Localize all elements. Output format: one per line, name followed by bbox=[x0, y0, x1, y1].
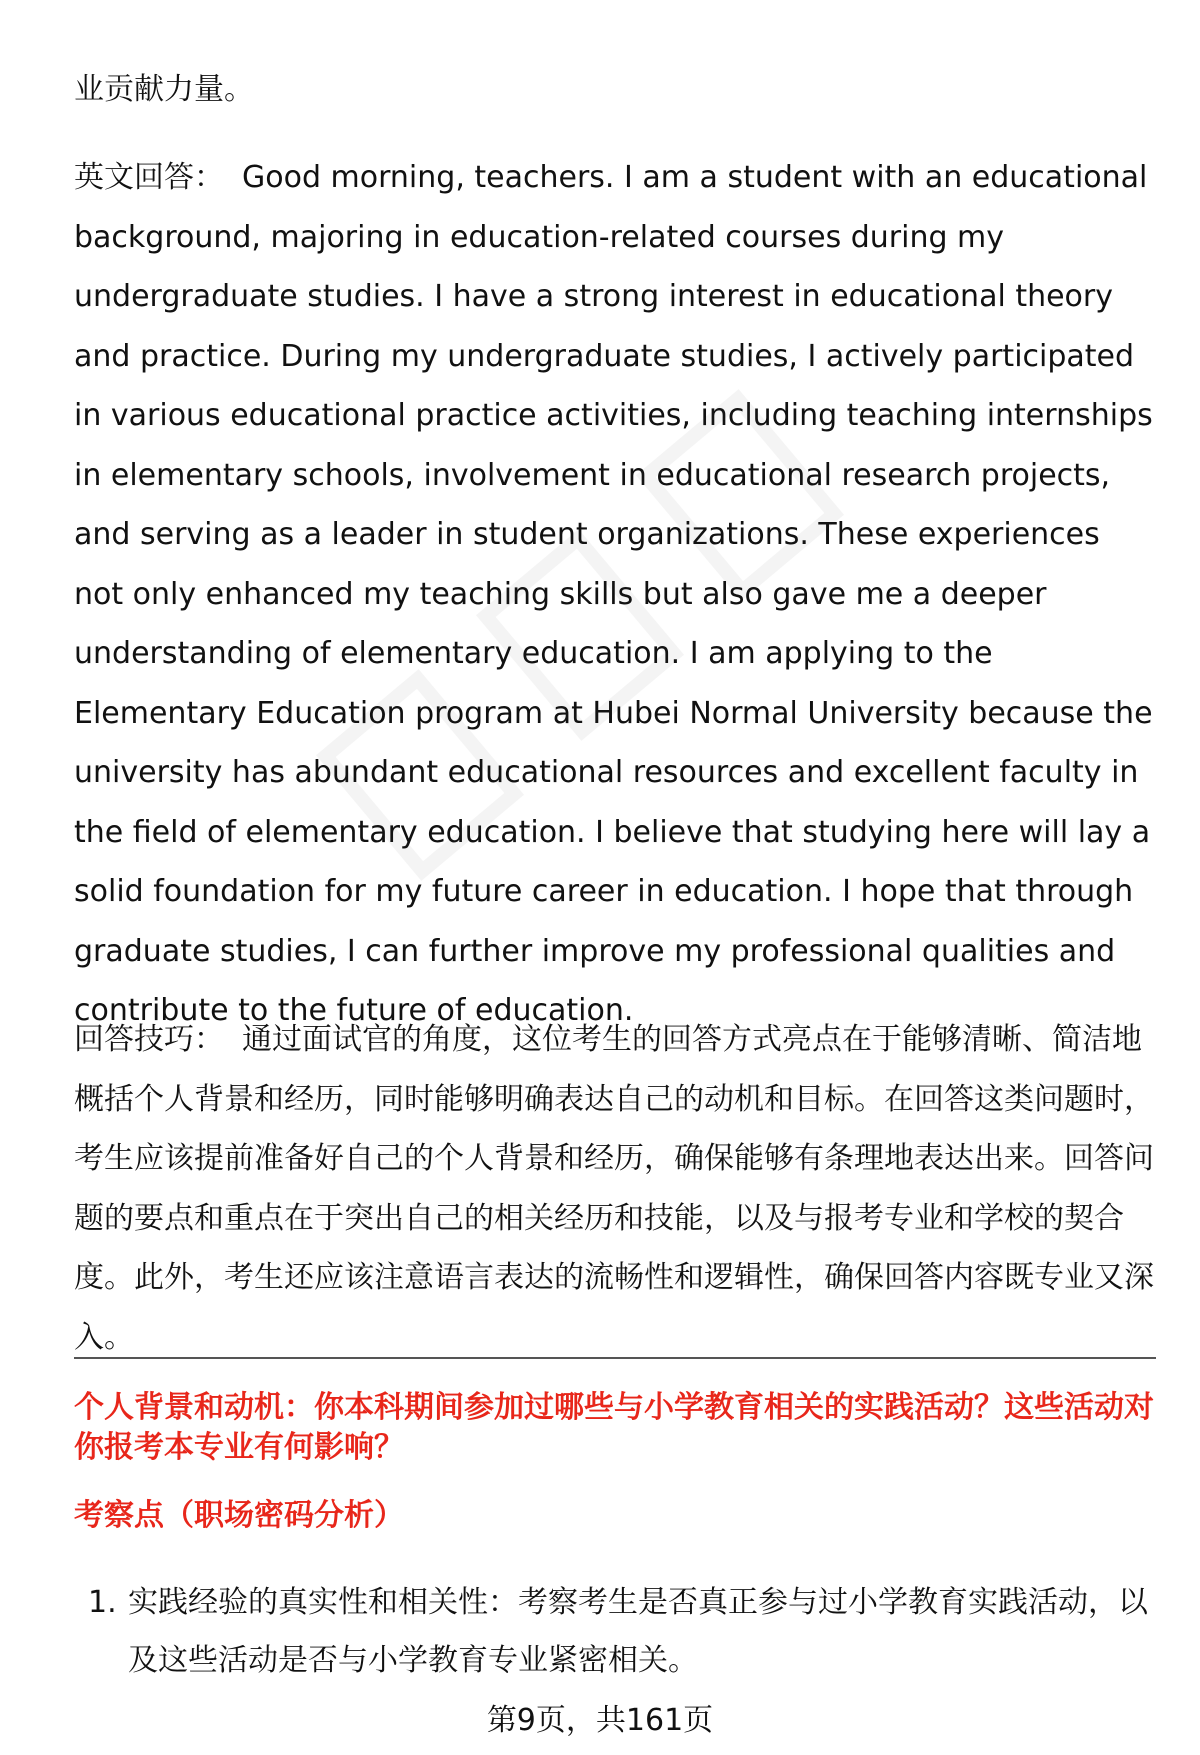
page-footer: 第9页，共161页 bbox=[486, 1703, 714, 1738]
list-item-text: 实践经验的真实性和相关性：考察考生是否真正参与过小学教育实践活动，以及这些活动是否与小学教育专业紧密相关。 bbox=[128, 1585, 1148, 1678]
answer-tips-paragraph bbox=[74, 1010, 1156, 1367]
list-item bbox=[74, 1574, 1156, 1690]
assessment-list bbox=[74, 1574, 1156, 1690]
english-answer-paragraph bbox=[74, 148, 1156, 1041]
section-divider bbox=[74, 1357, 1156, 1359]
answer-tips-text: 通过面试官的角度，这位考生的回答方式亮点在于能够清晰、简洁地概括个人背景和经历，同时能够明确表达自己的动机和目标。在回答这类问题时，考生应该提前准备好自己的个人背景和经历，确保能够有条理地表达出来。回答问题的要点和重点在于突出自己的相关经历和技能，以及与报考专业和学校的契合度。此外，考生还应该注意语言表达的流畅性和逻辑性，确保回答内容既专业又深入。 bbox=[74, 1022, 1154, 1355]
continuation-text: 业贡献力量。 bbox=[74, 72, 254, 107]
english-answer-label: 英文回答： bbox=[74, 160, 224, 195]
question-heading: 个人背景和动机：你本科期间参加过哪些与小学教育相关的实践活动？这些活动对你报考本专业有何影响？ bbox=[74, 1390, 1154, 1465]
answer-tips-label: 回答技巧： bbox=[74, 1022, 224, 1057]
english-answer-text: Good morning, teachers. I am a student with an educational background, majoring in education-related courses during my undergraduate studies. I have a strong interest in educational theory and practice. During my undergraduate studies, I actively participated in various educational practice activities, including teaching internships in elementary schools, involvement in educational research projects, and serving as a leader in student organizations. These experiences not only enhanced my teaching skills but also gave me a deeper understanding of elementary education. I am applying to the Elementary Education program at Hubei Normal University because the university has abundant educational resources and excellent faculty in the field of elementary education. I believe that studying here will lay a solid foundation for my future career in education. I hope that through graduate studies, I can further improve my professional qualities and contribute to the future of education. bbox=[74, 160, 1153, 1028]
list-item-number: 1. bbox=[88, 1585, 117, 1620]
assessment-heading: 考察点（职场密码分析） bbox=[74, 1498, 404, 1533]
